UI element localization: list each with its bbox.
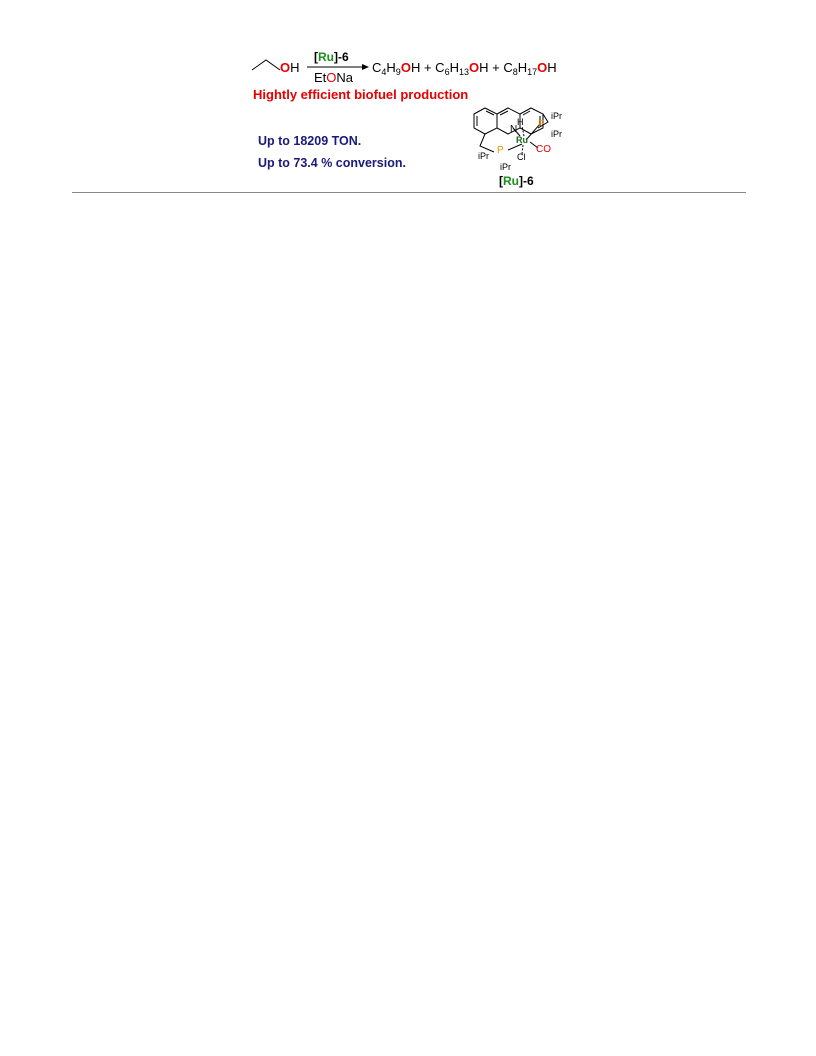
product-octanol: $C_8H_{17}OH$ — [503, 60, 557, 77]
hydride-label: H — [517, 117, 524, 127]
catalyst-label: [Ru]-6 — [314, 50, 349, 64]
ethanol-skeleton — [250, 56, 284, 74]
nitrogen-label: N — [510, 124, 518, 135]
highlight-conversion: Up to 73.4 % conversion. — [258, 156, 406, 170]
section-divider — [72, 192, 746, 193]
product-butanol: $C_4H_9OH$ — [372, 60, 421, 77]
plus-sign: + — [423, 60, 432, 75]
carbonyl-label: CO — [536, 144, 551, 155]
headline: Hightly efficient biofuel production — [253, 87, 469, 102]
ipr-top-2: iPr — [551, 129, 562, 139]
phosphorus-bottom-label: P — [497, 145, 504, 156]
ipr-top-1: iPr — [551, 111, 562, 121]
base-label: EtONa — [314, 70, 354, 85]
product-hexanol: $C_6H_{13}OH$ — [435, 60, 489, 77]
ipr-bottom-1: iPr — [478, 151, 489, 161]
complex-caption: [Ru]-6 — [499, 174, 534, 188]
reactant-oh: OH — [280, 60, 300, 75]
products — [372, 60, 557, 75]
phosphorus-top-label: P — [538, 119, 545, 130]
plus-sign: + — [492, 60, 500, 75]
ru-complex-structure — [450, 88, 580, 196]
ruthenium-label: Ru — [516, 135, 528, 145]
ipr-bottom-2: iPr — [500, 162, 511, 172]
highlight-ton: Up to 18209 TON. — [258, 134, 362, 148]
chloride-label: Cl — [517, 152, 526, 162]
